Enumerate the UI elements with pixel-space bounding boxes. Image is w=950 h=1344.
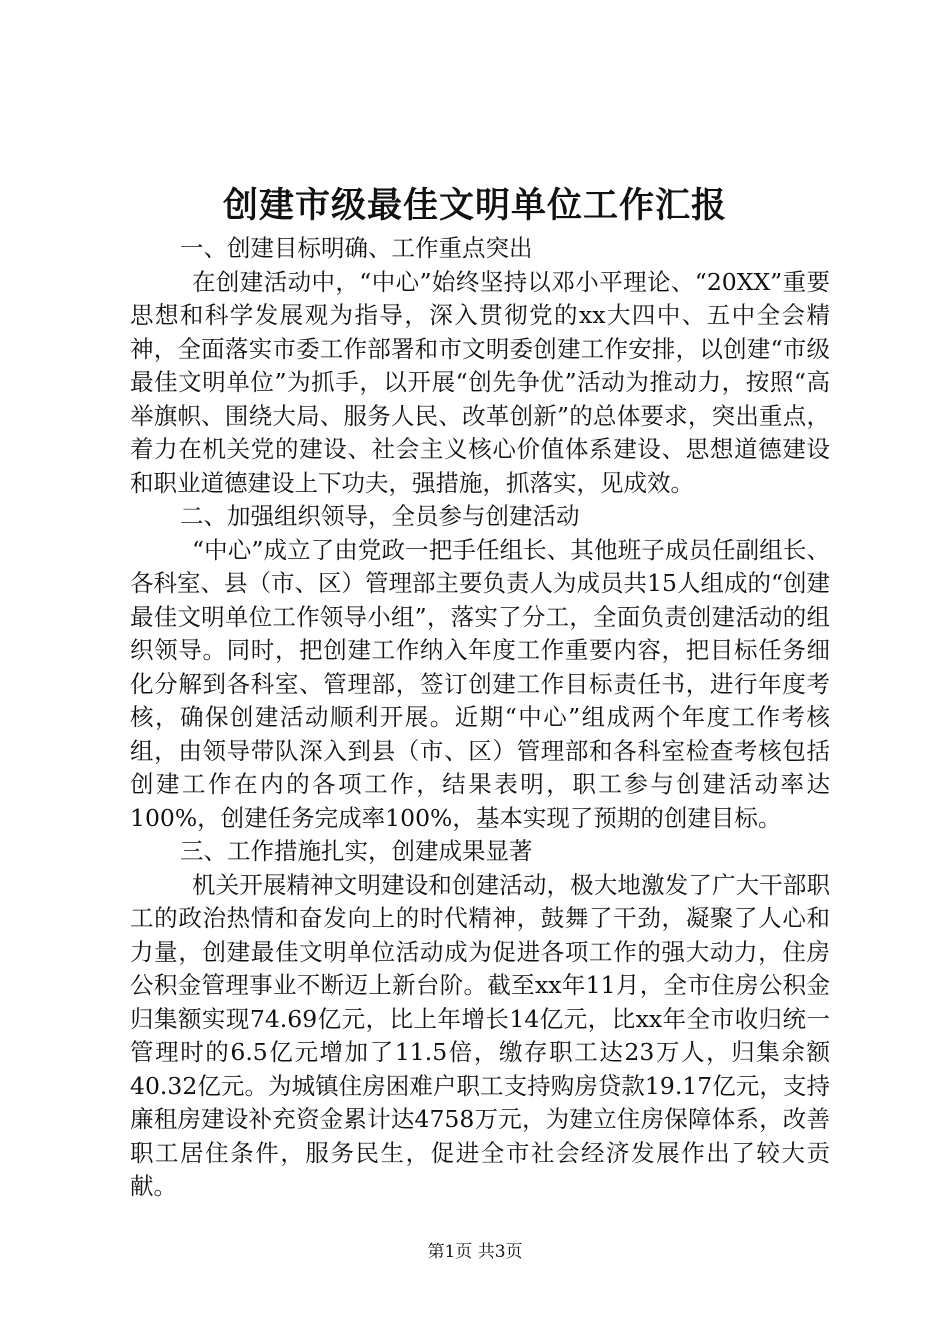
page-footer: 第1页 共3页 <box>427 1242 523 1262</box>
section-heading-2: 二、加强组织领导，全员参与创建活动 <box>180 502 580 530</box>
section-paragraph-1: 在创建活动中，“中心”始终坚持以邓小平理论、“20XX”重要思想和科学发展观为指导，深入贯彻党的xx大四中、五中全会精神，全面落实市委工作部署和市文明委创建工作安排，以创建“市级最佳文明单位”为抓手，以开展“创先争优”活动为推动力，按照“高举旗帜、围绕大局、服务人民、改革创新”的总体要求，突出重点，着力在机关党的建设、社会主义核心价值体系建设、思想道德建设和职业道德建设上下功夫，强措施，抓落实，见成效。 <box>130 267 830 497</box>
document-body <box>130 232 830 1204</box>
section-heading-1: 一、创建目标明确、工作重点突出 <box>180 234 533 262</box>
section-paragraph-3: 机关开展精神文明建设和创建活动，极大地激发了广大干部职工的政治热情和奋发向上的时代精神，鼓舞了干劲，凝聚了人心和力量，创建最佳文明单位活动成为促进各项工作的强大动力，住房公积金管理事业不断迈上新台阶。截至xx年11月，全市住房公积金归集额实现74.69亿元，比上年增长14亿元，比xx年全市收归统一管理时的6.5亿元增加了11.5倍，缴存职工达23万人，归集余额40.32亿元。为城镇住房困难户职工支持购房贷款19.17亿元，支持廉租房建设补充资金累计达4758万元，为建立住房保障体系，改善职工居住条件，服务民生，促进全市社会经济发展作出了较大贡献。 <box>130 870 830 1200</box>
document-title: 创建市级最佳文明单位工作汇报 <box>222 185 727 226</box>
section-paragraph-2: “中心”成立了由党政一把手任组长、其他班子成员任副组长、各科室、县（市、区）管理部主要负责人为成员共15人组成的“创建最佳文明单位工作领导小组”，落实了分工，全面负责创建活动的组织领导。同时，把创建工作纳入年度工作重要内容，把目标任务细化分解到各科室、管理部，签订创建工作目标责任书，进行年度考核，确保创建活动顺利开展。近期“中心”组成两个年度工作考核组，由领导带队深入到县（市、区）管理部和各科室检查考核包括创建工作在内的各项工作，结果表明，职工参与创建活动率达100%，创建任务完成率100%，基本实现了预期的创建目标。 <box>130 535 830 832</box>
section-heading-3: 三、工作措施扎实，创建成果显著 <box>180 837 533 865</box>
